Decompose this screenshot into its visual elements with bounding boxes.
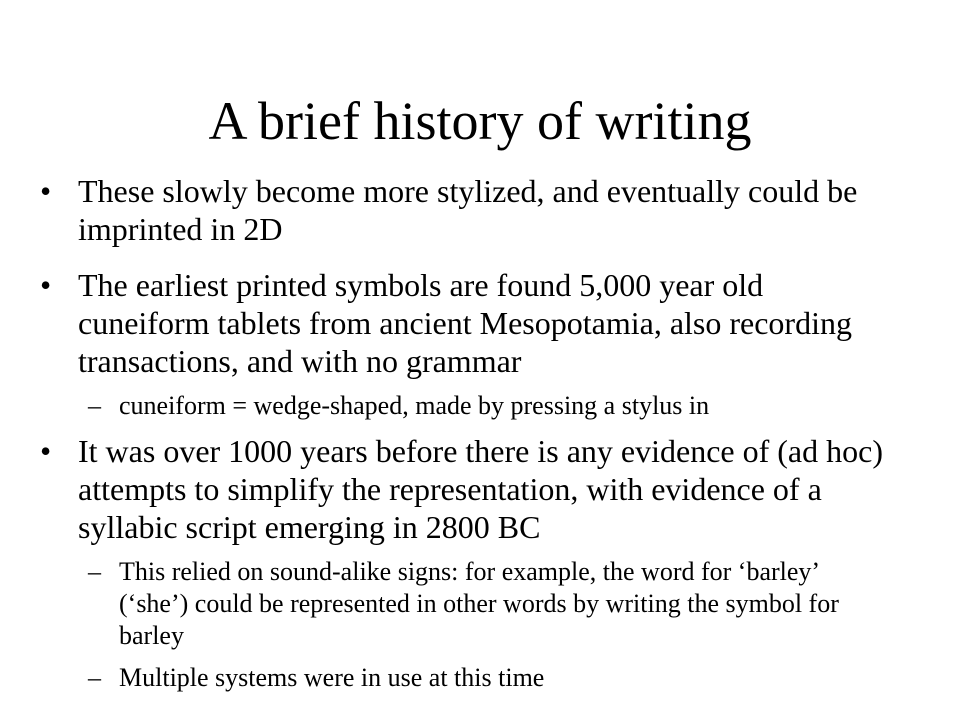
sub-bullet-item <box>40 556 890 652</box>
bullet-item <box>40 432 890 546</box>
sub-bullet-text: This relied on sound-alike signs: for example, the word for ‘barley’ (‘she’) could be represented in other words by writing the symbol for barley <box>119 557 839 650</box>
sub-bullet-text: Multiple systems were in use at this time <box>119 663 545 692</box>
bullet-dot-icon: • <box>40 173 52 209</box>
bullet-dot-icon: • <box>40 433 52 469</box>
bullet-dot-icon: • <box>40 267 52 303</box>
dash-icon: – <box>88 663 101 692</box>
bullet-item <box>40 266 890 380</box>
bullet-text: It was over 1000 years before there is any evidence of (ad hoc) attempts to simplify the representation, with evidence of a syllabic script emerging in 2800 BC <box>78 433 883 545</box>
bullet-item <box>40 172 890 248</box>
slide-title: A brief history of writing <box>208 91 752 151</box>
sub-bullet-text: cuneiform = wedge-shaped, made by pressing a stylus in <box>119 391 710 420</box>
dash-icon: – <box>88 557 101 586</box>
slide-body <box>40 172 890 704</box>
sub-bullet-item <box>40 662 890 694</box>
sub-bullet-item <box>40 390 890 422</box>
bullet-text: The earliest printed symbols are found 5,000 year old cuneiform tablets from ancient Mesopotamia, also recording transactions, and with no grammar <box>78 267 852 379</box>
dash-icon: – <box>88 391 101 420</box>
bullet-text: These slowly become more stylized, and eventually could be imprinted in 2D <box>78 173 858 247</box>
